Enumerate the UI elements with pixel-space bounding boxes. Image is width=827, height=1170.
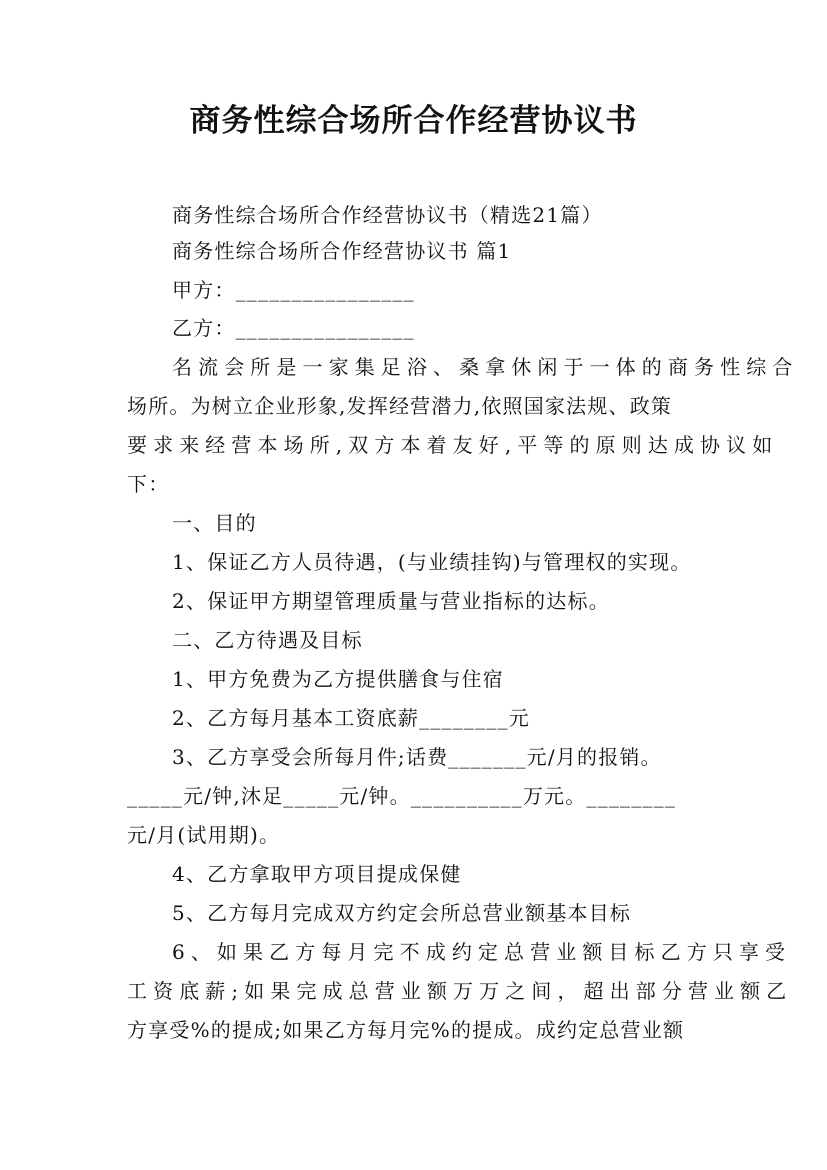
list-item: 5、乙方每月完成双方约定会所总营业额基本目标 (172, 901, 632, 925)
section-heading: 二、乙方待遇及目标 (172, 628, 363, 652)
paragraph-line: 场所。为树立企业形象,发挥经营潜力,依照国家法规、政策 (127, 394, 673, 418)
list-item: 6、如果乙方每月完不成约定总营业额目标乙方只享受 (172, 940, 792, 964)
party-b-line: 乙方：________________ (172, 316, 415, 340)
list-item: 1、保证乙方人员待遇，(与业绩挂钩)与管理权的实现。 (172, 550, 692, 574)
list-item: 1、甲方免费为乙方提供膳食与住宿 (172, 667, 504, 691)
list-item: 3、乙方享受会所每月件;话费_______元/月的报销。 (172, 745, 662, 769)
party-a-line: 甲方：________________ (172, 278, 415, 302)
list-item-continuation: _____元/钟,沐足_____元/钟。__________万元。________ (127, 784, 677, 808)
list-item-continuation: 方享受%的提成;如果乙方每月完%的提成。成约定总营业额 (127, 1018, 685, 1042)
list-item: 2、保证甲方期望管理质量与营业指标的达标。 (172, 589, 610, 613)
paragraph-line: 名流会所是一家集足浴、桑拿休闲于一体的商务性综合 (172, 355, 799, 379)
chapter-heading: 商务性综合场所合作经营协议书 篇1 (172, 239, 512, 263)
list-item-continuation: 工资底薪;如果完成总营业额万万之间，超出部分营业额乙 (127, 979, 793, 1003)
paragraph-line: 下： (127, 472, 170, 496)
list-item: 4、乙方拿取甲方项目提成保健 (172, 862, 462, 886)
document-title: 商务性综合场所合作经营协议书 (189, 103, 638, 139)
list-item-continuation: 元/月(试用期)。 (127, 823, 281, 847)
list-item: 2、乙方每月基本工资底薪________元 (172, 706, 530, 730)
section-heading: 一、目的 (172, 511, 257, 535)
subtitle-line: 商务性综合场所合作经营协议书（精选21篇） (172, 203, 603, 227)
paragraph-line: 要求来经营本场所,双方本着友好,平等的原则达成协议如 (127, 433, 779, 457)
